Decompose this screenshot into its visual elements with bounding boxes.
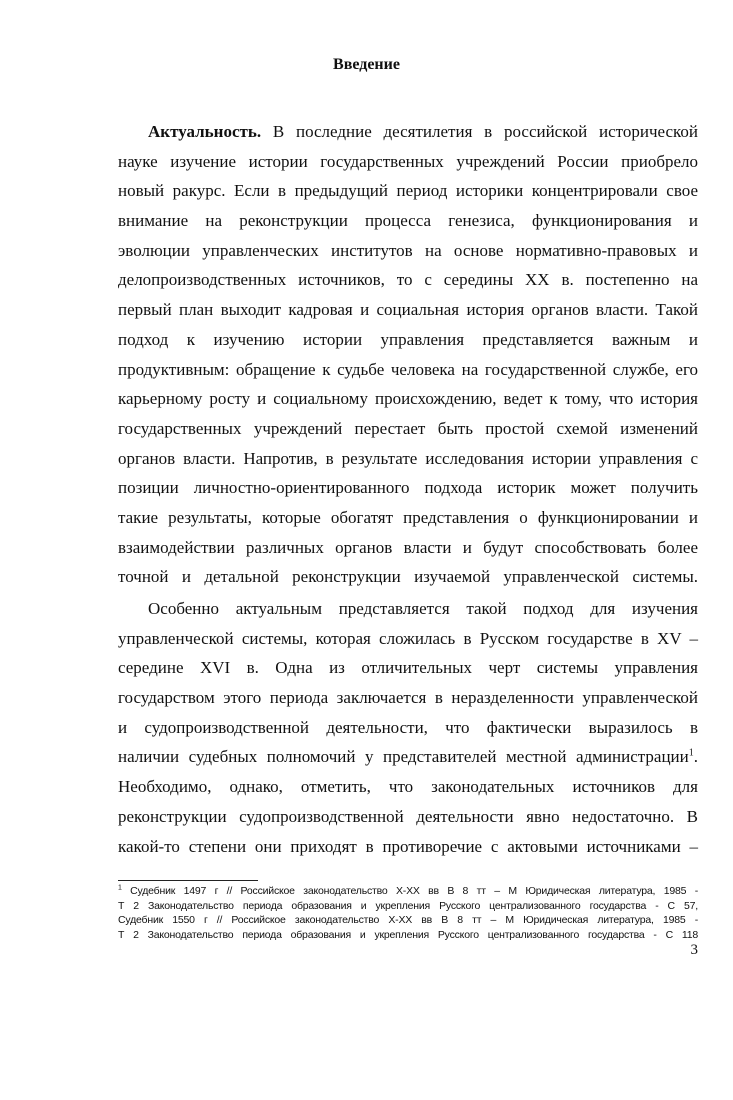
text-line: подход к изучению истории управления представляется важным и [118, 329, 698, 349]
text-line: Необходимо, однако, отметить, что законодательных источников для [118, 777, 698, 797]
text-span: наличии судебных полномочий у представителей местной администрации [118, 747, 689, 767]
text-line: продуктивным: обращение к судьбе человека на государственной службе, его [118, 359, 698, 379]
section-lead: Актуальность. [148, 122, 262, 141]
text-line: Особенно актуальным представляется такой подход для изучения [148, 599, 698, 618]
text-line: какой-то степени они приходят в противоречие с актовыми источниками – [118, 836, 698, 856]
page-number: 3 [690, 942, 698, 958]
footnotes [118, 884, 698, 942]
text-line: государством этого периода заключается в неразделенности управленческой [118, 688, 698, 708]
text-line [118, 742, 698, 772]
footnote-line [118, 884, 698, 899]
text-line: такие результаты, которые обогатят представления о функционировании и [118, 507, 698, 527]
text-line: карьерному росту и социальному происхождению, ведет к тому, что история [118, 389, 698, 409]
text-line: органов власти. Напротив, в результате исследования истории управления с [118, 448, 698, 468]
text-span: . [693, 747, 698, 767]
text-line: эволюции управленческих институтов на основе нормативно-правовых и [118, 240, 698, 260]
footnote-line: Т 2 Законодательство периода образования и укрепления Русского централизованного государства - С 57, [118, 899, 698, 912]
text-line: делопроизводственных источников, то с середины XX в. постепенно на [118, 270, 698, 290]
text-line: новый ракурс. Если в предыдущий период историки концентрировали свое [118, 181, 698, 201]
text-line: науке изучение истории государственных учреждений России приобрело [118, 151, 698, 171]
text-line: точной и детальной реконструкции изучаемой управленческой системы. [118, 567, 698, 587]
footnote-line: Судебник 1550 г // Российское законодательство X-XX вв В 8 тт – М Юридическая литература, 1985 - [118, 914, 698, 926]
footnote-reference[interactable]: 1 [688, 747, 694, 759]
text-line: середине XVI в. Одна из отличительных черт системы управления [118, 658, 698, 678]
text-line: внимание на реконструкции процесса генезиса, функционирования и [118, 211, 698, 231]
text-line: и судопроизводственной деятельности, что фактически выразилось в [118, 717, 698, 737]
footnote-mark: 1 [118, 884, 122, 892]
text-span: Судебник 1497 г // Российское законодательство X-XX вв В 8 тт – М Юридическая литература, 1985 - [121, 885, 698, 897]
text-line: первый план выходит кадровая и социальная история органов власти. Такой [118, 300, 698, 320]
text-line: реконструкции судопроизводственной деятельности явно недостаточно. В [118, 806, 698, 826]
main-text [118, 117, 698, 861]
footnote-line: Т 2 Законодательство периода образования и укрепления Русского централизованного государства - С 118 [118, 928, 698, 941]
page-title: Введение [333, 56, 400, 73]
text-line: управленческой системы, которая сложилась в Русском государстве в XV – [118, 628, 698, 648]
text-line: государственных учреждений перестает быть простой схемой изменений [118, 418, 698, 438]
text-line: позиции личностно-ориентированного подхода историк может получить [118, 478, 698, 498]
text-line [118, 117, 698, 147]
text-line: взаимодействии различных органов власти и будут способствовать более [118, 537, 698, 557]
footnote-divider [118, 880, 258, 881]
text-span: В последние десятилетия в российской исторической [261, 122, 698, 141]
